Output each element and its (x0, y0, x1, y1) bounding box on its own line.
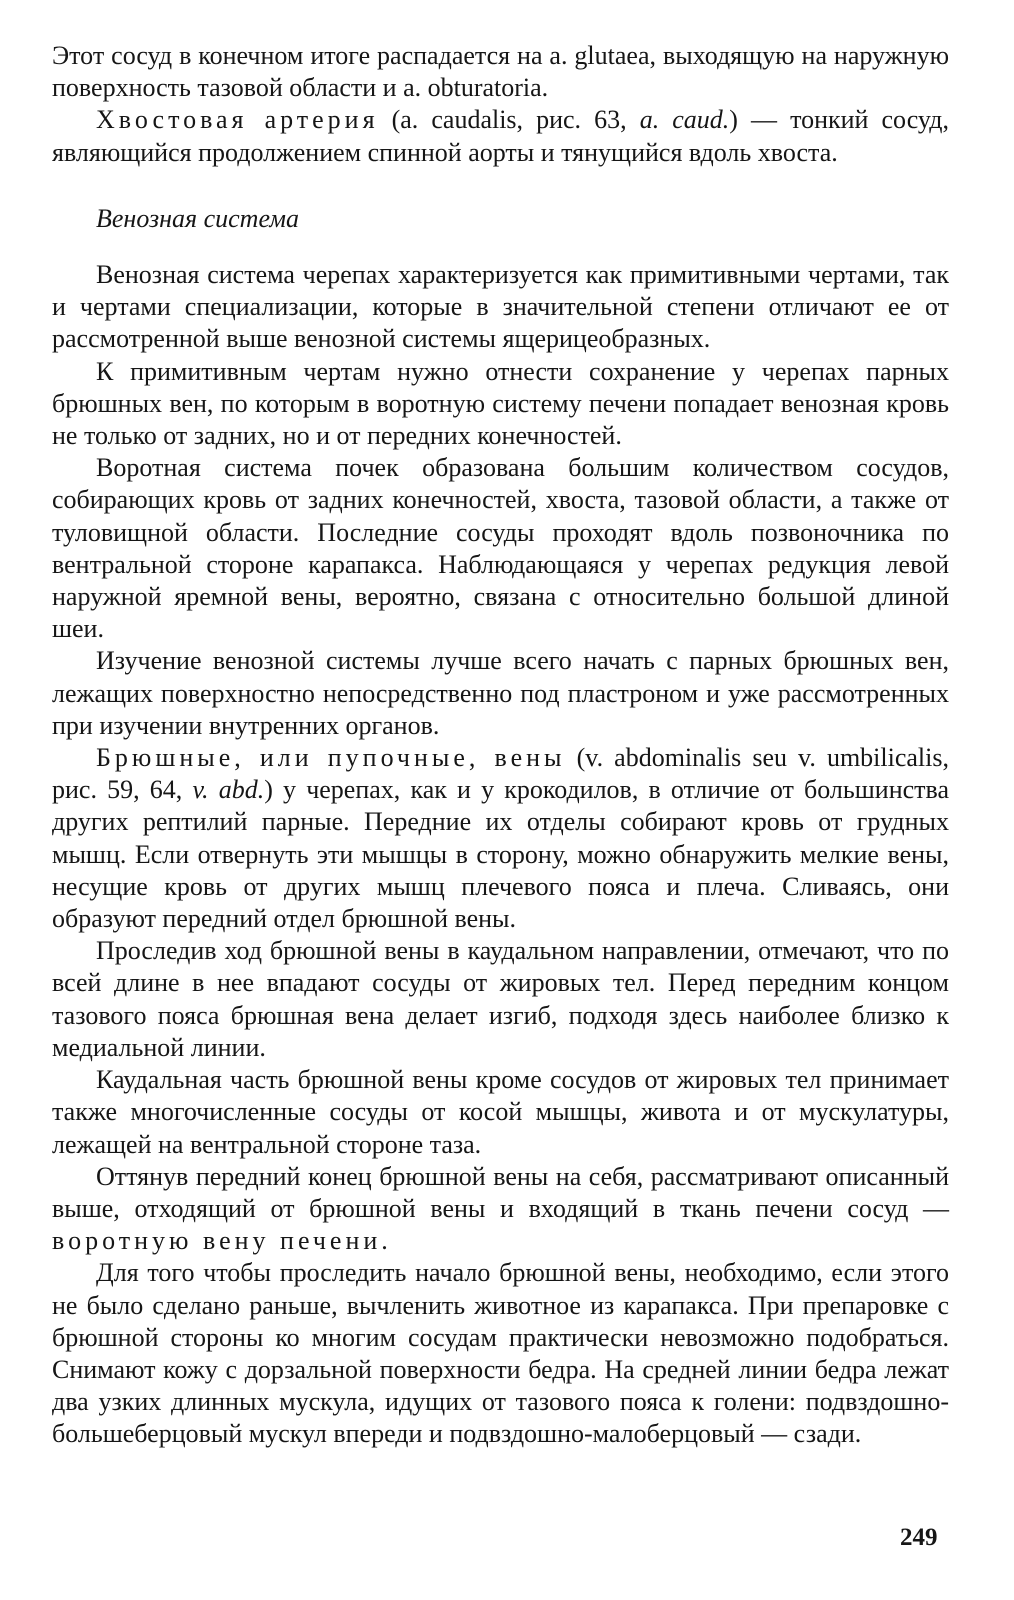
text-run: Проследив ход брюшной вены в каудальном направлении, отмечают, что по всей длине в нее впадают сосуды от жировых тел. Перед передним концом тазового пояса брюшная вена делает изгиб, подходя здесь наиболее близко к медиальной линии. (52, 936, 949, 1062)
spaced-term: Брюшные, или пупочные, вены (96, 743, 566, 773)
text-run: Каудальная часть брюшной вены кроме сосудов от жировых тел принимает также многочисленные сосуды от косой мышцы, живота и от мускулатуры, лежащей на вентральной стороне таза. (52, 1065, 949, 1159)
text-run: Венозная система (96, 203, 299, 233)
page-number: 249 (900, 1524, 938, 1551)
text-run: (a. caudalis, рис. 63, (378, 105, 640, 135)
paragraph (52, 1161, 949, 1258)
paragraph (52, 645, 949, 742)
paragraph (52, 104, 949, 168)
paragraph (52, 40, 949, 104)
text-run: Для того чтобы проследить начало брюшной вены, необходимо, если этого не было сделано раньше, вычленить животное из карапакса. При препаровке с брюшной стороны ко многим сосудам практически невозможно подобраться. Снимают кожу с дорзальной поверхности бедра. На средней линии бедра лежат два узких длинных мускула, идущих от тазового пояса к голени: подвздошно-большеберцовый мускул впереди и подвздошно-малоберцовый — сзади. (52, 1258, 949, 1449)
paragraph (52, 452, 949, 645)
text-run: Венозная система черепах характеризуется как примитивными чертами, так и чертами специализации, которые в значительной степени отличают ее от рассмотренной выше венозной системы ящерицеобразных. (52, 260, 949, 354)
page-body (52, 40, 949, 1451)
text-run: . (381, 1226, 388, 1256)
text-run: Этот сосуд в конечном итоге распадается на a. glutaea, выходящую на наружную поверхность тазовой области и a. obturatoria. (52, 41, 949, 103)
paragraph (52, 356, 949, 453)
paragraph (52, 1257, 949, 1450)
paragraph (52, 935, 949, 1064)
spaced-term: воротную вену печени (52, 1226, 382, 1256)
figure-label: v. abd. (192, 775, 265, 805)
paragraph (52, 259, 949, 356)
paragraph (52, 1064, 949, 1161)
text-run: Изучение венозной системы лучше всего начать с парных брюшных вен, лежащих поверхностно непосредственно под пластроном и уже рассмотренных при изучении внутренних органов. (52, 646, 949, 740)
text-run: Воротная система почек образована большим количеством сосудов, собирающих кровь от задних конечностей, хвоста, тазовой области, а также от туловищной области. Последние сосуды проходят вдоль позвоночника по вентральной стороне карапакса. Наблюдающаяся у черепах редукция левой наружной яремной вены, вероятно, связана с относительно большой длиной шеи. (52, 453, 949, 644)
section-heading (52, 203, 949, 235)
text-run: ) — тонкий сосуд, являющийся продолжением спинной аорты и тянущийся вдоль хвоста. (52, 105, 949, 167)
spaced-term: Хвостовая артерия (96, 105, 379, 135)
figure-label: a. caud. (639, 105, 730, 135)
text-run: ) у черепах, как и у крокодилов, в отличие от большинства других рептилий парные. Передние их отделы собирают кровь от грудных мышц. Если отвернуть эти мышцы в сторону, можно обнаружить мелкие вены, несущие кровь от других мышц плечевого пояса и плеча. Сливаясь, они образуют передний отдел брюшной вены. (52, 775, 949, 934)
text-run: (v. abdominalis seu v. umbilicalis, рис. 59, 64, (52, 743, 949, 805)
text-run: Оттянув передний конец брюшной вены на себя, рассматривают описанный выше, отходящий от брюшной вены и входящий в ткань печени сосуд — (52, 1161, 949, 1223)
text-run: К примитивным чертам нужно отнести сохранение у черепах парных брюшных вен, по которым в воротную систему печени попадает венозная кровь не только от задних, но и от передних конечностей. (52, 356, 949, 451)
paragraph (52, 742, 949, 935)
